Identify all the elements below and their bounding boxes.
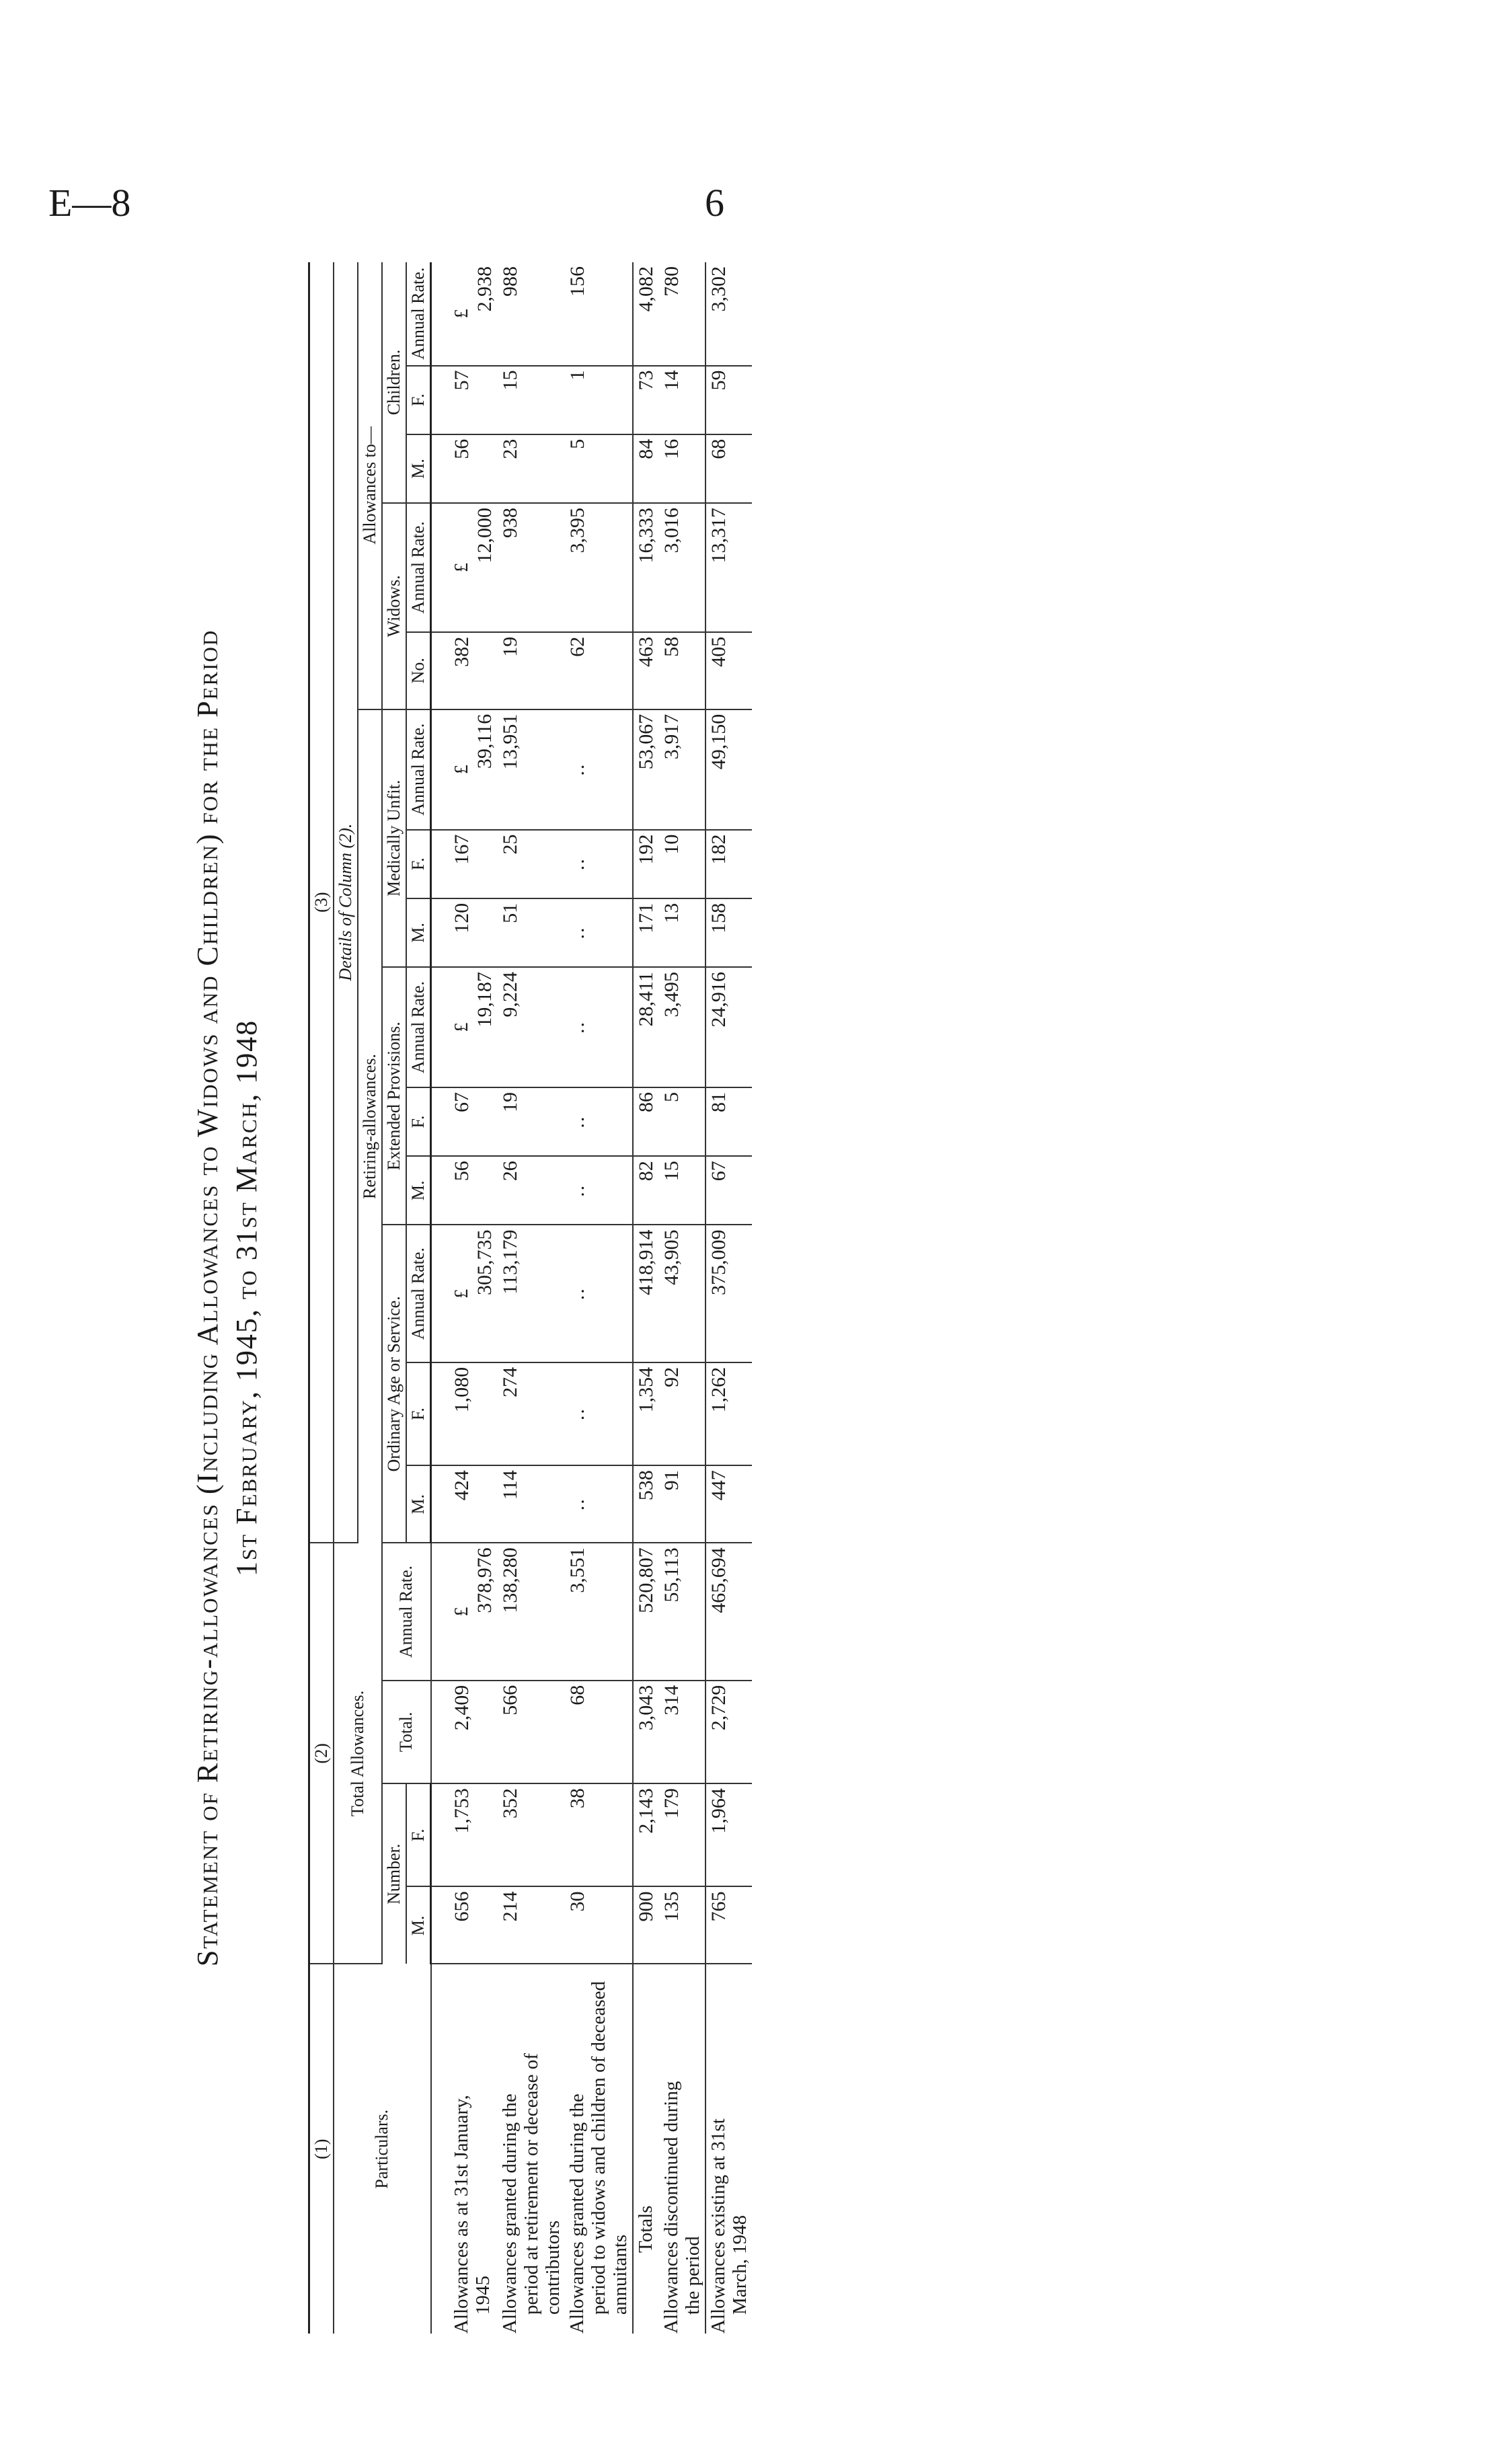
cell-value: 1,080 [451, 1366, 473, 1413]
cell-value: 12,000 [473, 508, 496, 564]
row-label-text: Allowances as at 31st January, [450, 2095, 472, 2334]
table-cell [706, 1087, 752, 1156]
table-cell [633, 1465, 659, 1543]
table-cell [431, 1783, 498, 1886]
cell-value: 988 [499, 266, 521, 297]
cell-value: 13 [660, 902, 683, 923]
table-cell [431, 1156, 498, 1225]
cell-value: 86 [635, 1091, 657, 1112]
table-cell [431, 503, 498, 632]
cell-value: 13,951 [499, 714, 521, 770]
table-cell [565, 503, 633, 632]
document-title [188, 262, 266, 2334]
extended-rate-header: Annual Rate. [406, 967, 431, 1087]
title-line-2: 1st February, 1945, to 31st March, 1948 [230, 1019, 263, 1577]
table-cell [633, 503, 659, 632]
table-cell [659, 709, 706, 830]
ordinary-rate-header: Annual Rate. [406, 1225, 431, 1362]
cell-value: 382 [451, 636, 473, 667]
cell-value: 56 [451, 438, 473, 459]
cell-value: 13,317 [708, 508, 730, 564]
table-cell [565, 1886, 633, 1964]
currency-symbol: £ [451, 1022, 472, 1032]
cell-value: 418,914 [635, 1229, 657, 1295]
cell-value: 378,976 [473, 1547, 496, 1613]
table-cell [431, 1543, 498, 1680]
cell-value: 192 [635, 834, 657, 865]
table-cell [706, 434, 752, 503]
total-f-header: F. [406, 1783, 431, 1886]
table-cell [706, 1225, 752, 1362]
table-cell [706, 503, 752, 632]
table-cell [633, 1886, 659, 1964]
table-cell [633, 1783, 659, 1886]
cell-value: 3,917 [660, 714, 683, 760]
cell-value: 938 [499, 508, 521, 538]
table-row [498, 262, 565, 2334]
cell-value: 82 [635, 1161, 657, 1182]
cell-value: 3,302 [708, 266, 730, 312]
retiring-header: Retiring-allowances. [358, 709, 382, 1543]
table-cell [565, 898, 633, 967]
cell-value: 49,150 [708, 714, 730, 770]
table-cell [431, 709, 498, 830]
rotated-table-area [188, 262, 1399, 2334]
cell-value: 156 [566, 266, 588, 297]
currency-symbol: £ [451, 1607, 472, 1617]
cell-value: 538 [635, 1470, 657, 1501]
table-cell [659, 503, 706, 632]
table-cell [431, 262, 498, 366]
table-cell [659, 434, 706, 503]
cell-value: .. [566, 1021, 588, 1034]
table-cell [659, 1156, 706, 1225]
cell-value: 39,116 [473, 714, 496, 769]
cell-value: 214 [499, 1891, 521, 1922]
cell-value: 1,964 [708, 1788, 730, 1834]
cell-value: 56 [451, 1161, 473, 1182]
table-cell [633, 262, 659, 366]
cell-value: 9,224 [499, 972, 521, 1017]
table-cell [565, 262, 633, 366]
table-cell [498, 1362, 565, 1465]
currency-symbol: £ [451, 309, 472, 319]
cell-value: 520,807 [635, 1547, 657, 1613]
cell-value: 53,067 [635, 714, 657, 770]
allowances-table [308, 262, 752, 2334]
table-cell [498, 1156, 565, 1225]
table-cell [431, 1681, 498, 1783]
table-cell [431, 830, 498, 898]
table-cell [659, 1886, 706, 1964]
widows-no-header: No. [406, 632, 431, 709]
particulars-header: Particulars. [334, 1964, 431, 2334]
table-body [431, 262, 753, 2334]
medically-rate-header: Annual Rate. [406, 709, 431, 830]
col2-label: (2) [309, 1543, 334, 1964]
table-cell [633, 1087, 659, 1156]
cell-value: 2,143 [635, 1788, 657, 1834]
table-cell [498, 1783, 565, 1886]
cell-value: 5 [660, 1091, 683, 1102]
cell-value: 3,395 [566, 508, 588, 553]
children-rate-header: Annual Rate. [406, 262, 431, 366]
cell-value: 120 [451, 902, 473, 933]
row-label-text: Allowances discontinued during [660, 2081, 682, 2334]
cell-value: 1,354 [635, 1366, 657, 1413]
table-cell [565, 1156, 633, 1225]
table-cell [659, 1087, 706, 1156]
table-cell [498, 830, 565, 898]
cell-value: 67 [451, 1091, 473, 1112]
cell-value: .. [566, 763, 588, 776]
currency-symbol: £ [451, 1288, 472, 1299]
cell-value: 182 [708, 834, 730, 865]
table-row [659, 262, 706, 2334]
row-label-text: Allowances granted during the [499, 2093, 521, 2334]
cell-value: 4,082 [635, 266, 657, 312]
cell-value: 15 [660, 1161, 683, 1182]
table-cell [498, 1543, 565, 1680]
extended-m-header: M. [406, 1156, 431, 1225]
table-row [633, 262, 659, 2334]
cell-value: 84 [635, 438, 657, 459]
cell-value: 780 [660, 266, 683, 297]
medically-header: Medically Unfit. [382, 709, 406, 967]
table-cell [706, 1543, 752, 1680]
table-cell [498, 262, 565, 366]
table-cell [431, 632, 498, 709]
cell-value: 314 [660, 1685, 683, 1716]
currency-symbol: £ [451, 562, 472, 572]
row-label [633, 1964, 659, 2334]
table-cell [498, 1886, 565, 1964]
table-cell [565, 709, 633, 830]
table-cell [498, 1225, 565, 1362]
cell-value: 16,333 [635, 508, 657, 564]
table-cell [431, 1465, 498, 1543]
table-cell [659, 967, 706, 1087]
widows-header: Widows. [382, 503, 406, 709]
table-cell [633, 898, 659, 967]
cell-value: 5 [566, 438, 588, 449]
row-label-continuation: March, 1948 [729, 2215, 751, 2315]
cell-value: 10 [660, 834, 683, 855]
allowances-to-header: Allowances to— [358, 262, 382, 709]
cell-value: 113,179 [499, 1229, 521, 1295]
cell-value: 24,916 [708, 972, 730, 1028]
cell-value: 171 [635, 902, 657, 933]
cell-value: 3,551 [566, 1547, 588, 1593]
table-cell [431, 1225, 498, 1362]
table-cell [706, 366, 752, 434]
col3-label: (3) [309, 262, 334, 1543]
children-m-header: M. [406, 434, 431, 503]
table-row [431, 262, 498, 2334]
table-cell [633, 967, 659, 1087]
row-label-continuation: the period [682, 2236, 703, 2315]
cell-value: 1,753 [451, 1788, 473, 1834]
details-header: Details of Column (2). [334, 262, 358, 1543]
table-cell [633, 709, 659, 830]
table-cell [565, 830, 633, 898]
table-cell [498, 1087, 565, 1156]
cell-value: 3,016 [660, 508, 683, 553]
cell-value: 352 [499, 1788, 521, 1819]
cell-value: 305,735 [473, 1229, 496, 1295]
cell-value: 424 [451, 1470, 473, 1501]
cell-value: 68 [566, 1685, 588, 1705]
table-cell [431, 1362, 498, 1465]
title-line-1: Statement of Retiring-allowances (Including Allowances to Widows and Children) for the Period [191, 629, 224, 1967]
cell-value: 656 [451, 1891, 473, 1922]
cell-value: .. [566, 1115, 588, 1128]
table-cell [498, 1465, 565, 1543]
table-cell [706, 1156, 752, 1225]
cell-value: 19 [499, 636, 521, 657]
cell-value: 447 [708, 1470, 730, 1501]
table-cell [565, 967, 633, 1087]
row-label [498, 1964, 565, 2334]
table-cell [633, 1362, 659, 1465]
cell-value: 135 [660, 1891, 683, 1922]
table-cell [498, 709, 565, 830]
table-cell [706, 1886, 752, 1964]
table-cell [659, 1783, 706, 1886]
cell-value: 167 [451, 834, 473, 865]
row-label [431, 1964, 498, 2334]
children-f-header: F. [406, 366, 431, 434]
page-code: E—8 [48, 181, 131, 225]
cell-value: 465,694 [708, 1547, 730, 1613]
cell-value: .. [566, 1408, 588, 1421]
cell-value: 274 [499, 1366, 521, 1397]
row-label-continuation: period to widows and children of deceased annuitants [588, 1980, 631, 2315]
table-cell [706, 967, 752, 1087]
page-number: 6 [705, 181, 724, 225]
cell-value: .. [566, 1498, 588, 1511]
cell-value: 566 [499, 1685, 521, 1716]
table-cell [565, 1087, 633, 1156]
table-cell [706, 1465, 752, 1543]
table-cell [706, 262, 752, 366]
table-cell [565, 1681, 633, 1783]
row-label-text: Allowances granted during the [566, 2093, 588, 2334]
table-cell [633, 1225, 659, 1362]
table-cell [498, 967, 565, 1087]
table-cell [659, 1362, 706, 1465]
extended-header: Extended Provisions. [382, 967, 406, 1225]
cell-value: 3,495 [660, 972, 683, 1017]
row-label-text: Totals [635, 2205, 656, 2253]
table-row [706, 262, 752, 2334]
table-cell [565, 1783, 633, 1886]
table-cell [706, 1362, 752, 1465]
table-cell [565, 1465, 633, 1543]
cell-value: 67 [708, 1161, 730, 1182]
total-rate-header: Annual Rate. [382, 1543, 431, 1680]
row-label-continuation: 1945 [471, 2276, 494, 2315]
table-cell [633, 434, 659, 503]
cell-value: 19 [499, 1091, 521, 1112]
cell-value: 158 [708, 902, 730, 933]
table-cell [659, 262, 706, 366]
table-cell [565, 434, 633, 503]
table-cell [565, 366, 633, 434]
table-cell [498, 632, 565, 709]
table-cell [706, 1681, 752, 1783]
table-cell [659, 830, 706, 898]
cell-value: 2,409 [450, 1685, 473, 1731]
cell-value: 92 [660, 1366, 683, 1387]
row-label [659, 1964, 706, 2334]
table-cell [659, 1543, 706, 1680]
table-cell [659, 1225, 706, 1362]
cell-value: .. [566, 926, 588, 939]
cell-value: 57 [451, 370, 473, 391]
row-label-text: Allowances existing at 31st [708, 2118, 729, 2334]
cell-value: 58 [660, 636, 683, 657]
table-cell [431, 1087, 498, 1156]
cell-value: 900 [635, 1891, 657, 1922]
cell-value: 91 [660, 1470, 683, 1491]
cell-value: 179 [660, 1788, 683, 1819]
cell-value: 1 [566, 370, 588, 381]
ordinary-header: Ordinary Age or Service. [382, 1225, 406, 1543]
row-label-continuation: period at retirement or decease of contributors [521, 2053, 564, 2315]
table-cell [659, 1465, 706, 1543]
cell-value: .. [566, 1184, 588, 1197]
cell-value: 55,113 [660, 1547, 683, 1603]
cell-value: 23 [499, 438, 521, 459]
cell-value: 16 [660, 438, 683, 459]
cell-value: .. [566, 857, 588, 871]
total-total-header: Total. [382, 1681, 431, 1783]
cell-value: 51 [499, 902, 521, 923]
widows-rate-header: Annual Rate. [406, 503, 431, 632]
table-cell [633, 366, 659, 434]
cell-value: 375,009 [708, 1229, 730, 1295]
table-cell [706, 1783, 752, 1886]
row-label [706, 1964, 752, 2334]
table-cell [498, 898, 565, 967]
table-cell [565, 1362, 633, 1465]
cell-value: 19,187 [473, 972, 496, 1028]
cell-value: 73 [635, 370, 657, 391]
ordinary-m-header: M. [406, 1465, 431, 1543]
row-label [565, 1964, 633, 2334]
medically-f-header: F. [406, 830, 431, 898]
cell-value: 3,043 [635, 1685, 657, 1731]
currency-symbol: £ [451, 765, 472, 775]
cell-value: 26 [499, 1161, 521, 1182]
cell-value: 28,411 [635, 972, 657, 1027]
table-cell [659, 632, 706, 709]
cell-value: 15 [499, 370, 521, 391]
table-cell [565, 1225, 633, 1362]
table-cell [633, 1156, 659, 1225]
table-cell [431, 1886, 498, 1964]
cell-value: 463 [635, 636, 657, 667]
cell-value: .. [566, 1287, 588, 1301]
children-header: Children. [382, 262, 406, 503]
table-cell [633, 830, 659, 898]
table-cell [633, 1543, 659, 1680]
cell-value: 59 [708, 370, 730, 391]
table-cell [659, 366, 706, 434]
cell-value: 2,729 [708, 1685, 730, 1731]
cell-value: 25 [499, 834, 521, 855]
table-cell [565, 1543, 633, 1680]
table-cell [498, 1681, 565, 1783]
cell-value: 765 [708, 1891, 730, 1922]
cell-value: 114 [499, 1470, 521, 1500]
table-cell [706, 830, 752, 898]
table-cell [431, 898, 498, 967]
table-cell [498, 503, 565, 632]
table-cell [431, 967, 498, 1087]
table-cell [565, 632, 633, 709]
ordinary-f-header: F. [406, 1362, 431, 1465]
medically-m-header: M. [406, 898, 431, 967]
cell-value: 1,262 [708, 1366, 730, 1413]
table-cell [633, 1681, 659, 1783]
table-cell [498, 434, 565, 503]
total-m-header: M. [406, 1886, 431, 1964]
cell-value: 68 [708, 438, 730, 459]
cell-value: 62 [566, 636, 588, 657]
extended-f-header: F. [406, 1087, 431, 1156]
total-number-header: Number. [382, 1783, 406, 1964]
cell-value: 405 [708, 636, 730, 667]
table-cell [706, 709, 752, 830]
table-cell [706, 632, 752, 709]
table-cell [498, 366, 565, 434]
cell-value: 138,280 [499, 1547, 521, 1613]
cell-value: 38 [566, 1788, 588, 1809]
cell-value: 2,938 [473, 266, 496, 312]
table-cell [431, 434, 498, 503]
total-allowances-header: Total Allowances. [334, 1543, 382, 1964]
table-cell [633, 632, 659, 709]
table-row [565, 262, 633, 2334]
table-cell [706, 898, 752, 967]
table-cell [659, 1681, 706, 1783]
cell-value: 43,905 [660, 1229, 683, 1285]
table-cell [659, 898, 706, 967]
cell-value: 14 [660, 370, 683, 391]
col1-label: (1) [309, 1964, 334, 2334]
cell-value: 81 [708, 1091, 730, 1112]
table-cell [431, 366, 498, 434]
cell-value: 30 [566, 1891, 588, 1912]
